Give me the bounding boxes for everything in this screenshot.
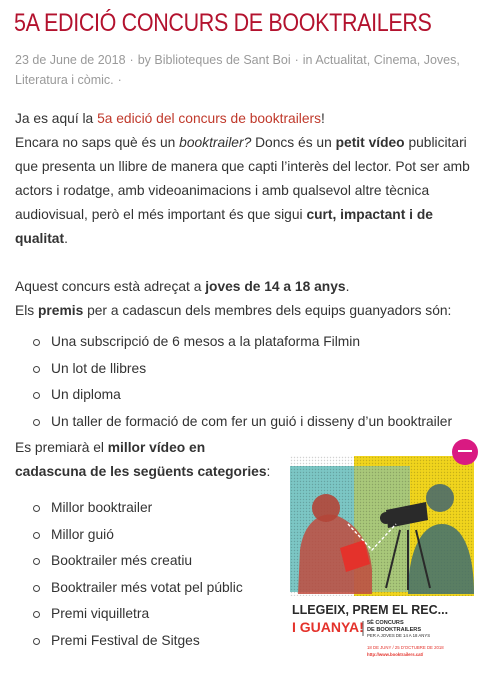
- category-link-cinema[interactable]: Cinema: [373, 53, 417, 67]
- audience-paragraph: Aquest concurs està adreçat a joves de 14 a 18 anys.: [15, 279, 350, 294]
- categories-list: [15, 496, 275, 655]
- poster-line-2: DE BOOKTRAILERS: [367, 627, 422, 633]
- page-title: 5A EDICIÓ CONCURS DE BOOKTRAILERS: [14, 9, 432, 37]
- poster-url: http://www.booktrailers.cat/: [367, 652, 424, 657]
- contest-link[interactable]: 5a edició del concurs de booktrailers: [97, 111, 322, 126]
- contest-poster[interactable]: [290, 438, 486, 668]
- poster-artwork: [290, 438, 486, 668]
- reader-head: [312, 494, 340, 522]
- author-link[interactable]: Biblioteques de Sant Boi: [154, 53, 291, 67]
- list-item: Booktrailer més creatiu: [15, 549, 275, 576]
- prizes-intro: Els premis per a cadascun dels membres dels equips guanyadors són:: [15, 303, 452, 318]
- post-date: 23 de June de 2018: [15, 53, 126, 67]
- list-item: Booktrailer més votat pel públic: [15, 576, 275, 603]
- poster-headline-1: LLEGEIX, PREM EL REC...: [292, 603, 449, 617]
- list-item: Premi viquilletra: [15, 602, 275, 629]
- camera-lens: [380, 512, 392, 524]
- categories-intro: Es premiarà el millor vídeo en cadascuna de les següents categories:: [15, 440, 271, 479]
- category-link-literatura[interactable]: Literatura i còmic.: [15, 73, 114, 87]
- list-item: Premi Festival de Sitges: [15, 629, 275, 656]
- list-item: Una subscripció de 6 mesos a la plataforma Filmin: [15, 330, 487, 357]
- poster-headline-2: I GUANYA!: [292, 619, 364, 635]
- list-item: Un lot de llibres: [15, 357, 487, 384]
- in-label: in: [302, 53, 313, 67]
- description-paragraph: Encara no saps què és un booktrailer? Doncs és un petit vídeo publicitari que presenta un llibre de manera que capti l’interès del lector. Pot ser amb actors i rodatge, amb videoanimacions i amb qualsevol altre tècnica audiovisual, però el més important és que sigui curt, impactant i de qualitat.: [15, 135, 470, 246]
- list-item: Un diploma: [15, 383, 487, 410]
- intro-paragraph: Ja es aquí la 5a edició del concurs de booktrailers!: [15, 111, 325, 126]
- by-label: by: [137, 53, 151, 67]
- poster-line-3: PER A JOVES DE 14 A 18 ANYS: [367, 633, 431, 638]
- poster-dates: 18 DE JUNY / 25 D'OCTUBRE DE 2018: [367, 645, 444, 650]
- category-link-actualitat[interactable]: Actualitat: [315, 53, 367, 67]
- post-meta: 23 de June de 2018 · by Biblioteques de Sant Boi · in Actualitat, Cinema, Joves, Literatura i còmic. ·: [15, 53, 460, 87]
- poster-line-1: 5È CONCURS: [367, 620, 404, 626]
- prizes-list: [15, 330, 487, 436]
- list-item: Millor guió: [15, 523, 275, 550]
- list-item: Un taller de formació de com fer un guió i disseny d’un booktrailer: [15, 410, 487, 437]
- camerawoman-head: [426, 484, 454, 512]
- category-link-joves[interactable]: Joves: [423, 53, 457, 67]
- list-item: Millor booktrailer: [15, 496, 275, 523]
